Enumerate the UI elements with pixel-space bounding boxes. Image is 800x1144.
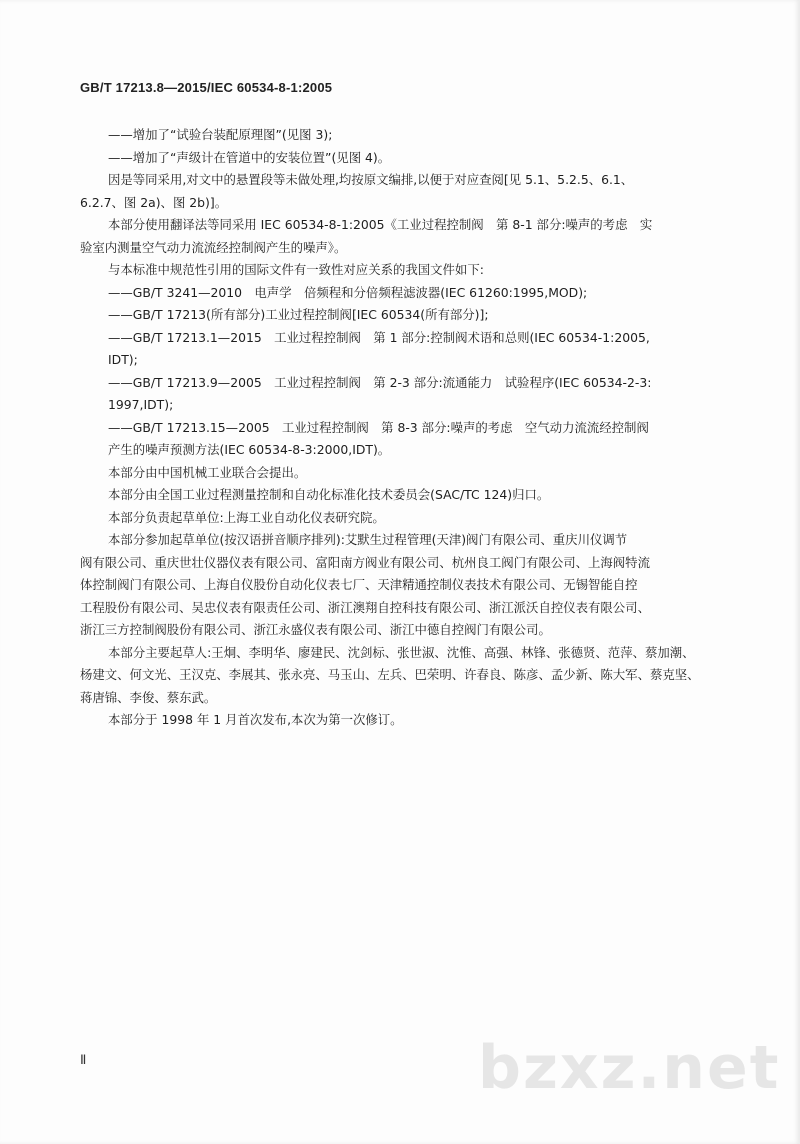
standard-number-header: GB/T 17213.8—2015/IEC 60534-8-1:2005 <box>80 80 333 95</box>
paragraph-line: 本部分于 1998 年 1 月首次发布,本次为第一次修订。 <box>108 712 403 727</box>
paragraph-line: 本部分由中国机械工业联合会提出。 <box>108 464 307 480</box>
paragraph-line: 本部分负责起草单位:上海工业自动化仪表研究院。 <box>108 509 385 525</box>
paragraph-line: 本部分参加起草单位(按汉语拼音顺序排列):艾默生过程管理(天津)阀门有限公司、重庆川仪调节 <box>108 532 628 547</box>
paragraph-line: ——增加了“试验台装配原理图”(见图 3); <box>108 127 333 142</box>
paragraph-line: 1997,IDT); <box>108 397 174 412</box>
paragraph-line: ——GB/T 17213(所有部分)工业过程控制阀[IEC 60534(所有部分)]; <box>108 307 489 322</box>
paragraph-line: ——GB/T 17213.1—2015 工业过程控制阀 第 1 部分:控制阀术语和总则(IEC 60534-1:2005, <box>108 329 650 345</box>
paragraph-line: 本部分使用翻译法等同采用 IEC 60534-8-1:2005《工业过程控制阀 第 8-1 部分:噪声的考虑 实 <box>108 217 653 232</box>
paragraph-line: ——增加了“声级计在管道中的安装位置”(见图 4)。 <box>108 149 391 165</box>
paragraph-line: ——GB/T 17213.9—2005 工业过程控制阀 第 2-3 部分:流通能力 试验程序(IEC 60534-2-3: <box>108 374 652 390</box>
paragraph-line: 杨建文、何文光、王汉克、李展其、张永亮、马玉山、左兵、巴荣明、许春良、陈彦、孟少新、陈大军、蔡克坚、 <box>80 667 700 682</box>
document-body <box>80 124 720 732</box>
paragraph-line: 本部分主要起草人:王炯、李明华、廖建民、沈剑标、张世淑、沈惟、高强、林锋、张德贤、范萍、蔡加潮、 <box>108 644 695 660</box>
paragraph-line: ——GB/T 17213.15—2005 工业过程控制阀 第 8-3 部分:噪声的考虑 空气动力流流经控制阀 <box>108 419 649 435</box>
paragraph-line: 6.2.7、图 2a)、图 2b)]。 <box>80 194 228 210</box>
watermark-logo: bzxz.net <box>478 1033 781 1103</box>
paragraph-line: 蒋唐锦、李俊、蔡东武。 <box>80 689 217 705</box>
paragraph-line: 产生的噪声预测方法(IEC 60534-8-3:2000,IDT)。 <box>108 442 391 457</box>
paragraph-line: 浙江三方控制阀股份有限公司、浙江永盛仪表有限公司、浙江中德自控阀门有限公司。 <box>80 622 551 637</box>
page-number: Ⅱ <box>80 1052 87 1067</box>
paragraph-line: 验室内测量空气动力流流经控制阀产生的噪声》。 <box>80 239 347 255</box>
paragraph-line: 与本标准中规范性引用的国际文件有一致性对应关系的我国文件如下: <box>108 262 484 277</box>
paragraph-line: 因是等同采用,对文中的悬置段等未做处理,均按原文编排,以便于对应查阅[见 5.1、5.2.5、6.1、 <box>108 172 634 187</box>
paragraph-line: 体控制阀门有限公司、上海自仪股份自动化仪表七厂、天津精通控制仪表技术有限公司、无锡智能自控 <box>80 577 638 592</box>
paragraph-line: 工程股份有限公司、吴忠仪表有限责任公司、浙江澳翔自控科技有限公司、浙江派沃自控仪表有限公司、 <box>80 599 650 615</box>
paragraph-line: 阀有限公司、重庆世壮仪器仪表有限公司、富阳南方阀业有限公司、杭州良工阀门有限公司、上海阀特流 <box>80 554 650 570</box>
paragraph-line: ——GB/T 3241—2010 电声学 倍频程和分倍频程滤波器(IEC 61260:1995,MOD); <box>108 284 588 300</box>
paragraph-line: IDT); <box>108 352 138 367</box>
paragraph-line: 本部分由全国工业过程测量控制和自动化标准化技术委员会(SAC/TC 124)归口。 <box>108 487 550 502</box>
